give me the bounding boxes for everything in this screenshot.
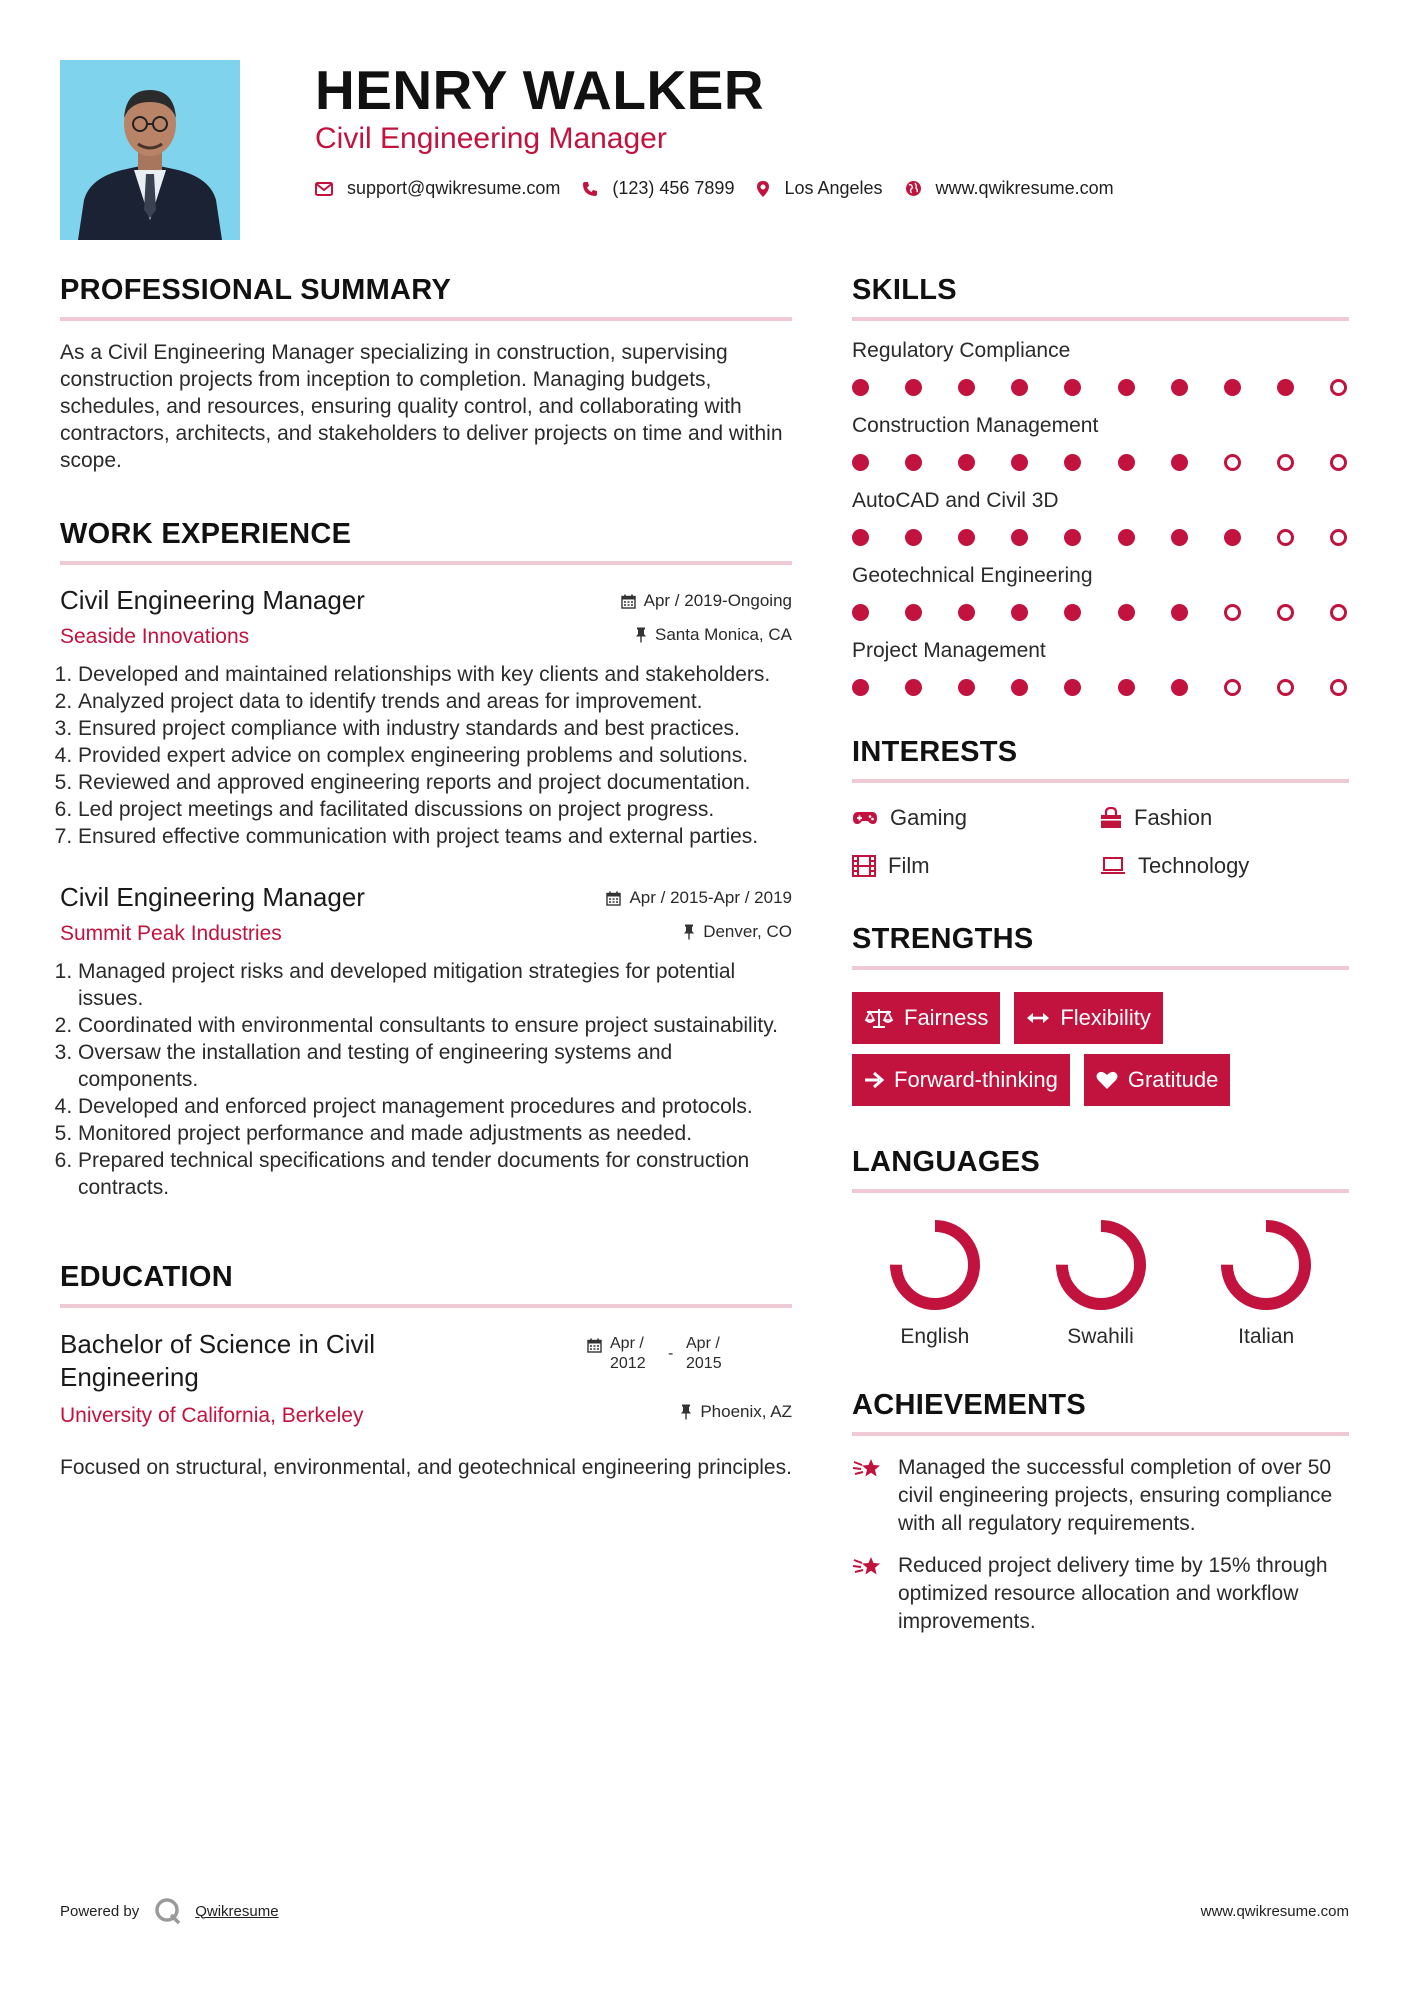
job-bullet: 3. Oversaw the installation and testing of engineering systems and components. (78, 1039, 792, 1093)
rating-dot-filled (852, 679, 869, 696)
portrait-image (60, 60, 240, 240)
pushpin-icon (635, 627, 647, 643)
date-separator: - (668, 1345, 674, 1362)
contact-bar (315, 178, 1136, 199)
location-text: Los Angeles (784, 178, 883, 198)
rating-dot-filled (1064, 604, 1081, 621)
rating-dot-filled (1118, 454, 1135, 471)
brand-link[interactable]: Qwikresume (195, 1902, 279, 1920)
summary-text: As a Civil Engineering Manager specializing in construction, supervising construction projects from inception to completion. Managing budgets, schedules, and resources, ensuring quality control, and collaborating with contractors, architects, and stakeholders to deliver projects on time and within scope. (60, 341, 783, 472)
rating-dot-filled (1171, 529, 1188, 546)
rating-dot-filled (1011, 604, 1028, 621)
phone-text: (123) 456 7899 (612, 178, 735, 198)
job-entry (60, 585, 792, 850)
rating-dot-filled (1011, 529, 1028, 546)
rating-dot-filled (905, 379, 922, 396)
strength-tag (852, 992, 1000, 1044)
rating-dot-filled (1171, 679, 1188, 696)
strength-label: Flexibility (1060, 1005, 1151, 1030)
pushpin-icon (683, 924, 695, 940)
job-location-text: Denver, CO (703, 922, 792, 941)
rating-dot-filled (1118, 679, 1135, 696)
job-location-text: Santa Monica, CA (654, 625, 792, 644)
interests-section (852, 736, 1349, 879)
education-end: Apr / 2015 (686, 1335, 722, 1372)
language-name: English (900, 1325, 970, 1348)
language-name: Swahili (1067, 1325, 1134, 1348)
rating-dot-empty (1330, 679, 1347, 696)
strengths-heading: STRENGTHS (852, 923, 1349, 970)
phone-icon (582, 181, 598, 197)
achievement-text: Managed the successful completion of over 50 civil engineering projects, ensuring compliance with all regulatory requirements. (898, 1456, 1333, 1535)
education-location-text: Phoenix, AZ (700, 1402, 792, 1421)
interest-item (1100, 853, 1348, 879)
qwikresume-logo-icon (153, 1896, 183, 1926)
job-company: Seaside Innovations (60, 625, 250, 648)
shopping-bag-icon (1100, 807, 1122, 829)
interest-item (852, 853, 1100, 879)
job-company: Summit Peak Industries (60, 922, 282, 945)
skill-rating (852, 604, 1349, 621)
interest-item (852, 805, 1100, 831)
rating-dot-empty (1330, 454, 1347, 471)
job-entry (60, 882, 792, 1201)
language-level-ring (1053, 1217, 1149, 1313)
rating-dot-filled (1064, 679, 1081, 696)
profile-photo (60, 60, 240, 240)
rating-dot-filled (1171, 454, 1188, 471)
rating-dot-filled (1064, 379, 1081, 396)
website-text: www.qwikresume.com (935, 178, 1114, 198)
envelope-icon (315, 182, 333, 196)
job-bullet: 1. Developed and maintained relationships with key clients and stakeholders. (78, 661, 792, 688)
rating-dot-filled (905, 529, 922, 546)
rating-dot-filled (1171, 379, 1188, 396)
gamepad-icon (852, 809, 878, 827)
achievements-section (852, 1389, 1349, 1636)
job-bullet: 2. Analyzed project data to identify trends and areas for improvement. (78, 688, 792, 715)
rating-dot-empty (1277, 454, 1294, 471)
skill-name: AutoCAD and Civil 3D (852, 489, 1059, 512)
interest-label: Technology (1138, 853, 1250, 878)
left-column (60, 274, 792, 1481)
language-item (1018, 1217, 1184, 1349)
experience-section (60, 518, 792, 1201)
job-bullets (60, 958, 792, 1201)
job-bullet: 4. Developed and enforced project management procedures and protocols. (78, 1093, 792, 1120)
skills-heading: SKILLS (852, 274, 1349, 321)
rating-dot-filled (852, 604, 869, 621)
calendar-icon (621, 594, 636, 609)
contact-phone[interactable] (582, 178, 734, 199)
job-bullets (60, 661, 792, 850)
achievement-text: Reduced project delivery time by 15% through optimized resource allocation and workflow improvements. (898, 1554, 1328, 1633)
interest-label: Fashion (1134, 805, 1213, 830)
rating-dot-empty (1277, 529, 1294, 546)
globe-icon (905, 180, 922, 197)
rating-dot-filled (1118, 379, 1135, 396)
rating-dot-filled (958, 529, 975, 546)
rating-dot-filled (1171, 604, 1188, 621)
skill-item (852, 489, 1349, 546)
job-date-text: Apr / 2015-Apr / 2019 (629, 888, 792, 907)
skill-rating (852, 454, 1349, 471)
rating-dot-empty (1330, 379, 1347, 396)
calendar-icon (587, 1338, 602, 1353)
education-location (680, 1402, 792, 1422)
skill-name: Project Management (852, 639, 1046, 662)
skill-rating (852, 379, 1349, 396)
rating-dot-filled (1011, 679, 1028, 696)
heart-icon (1096, 1070, 1118, 1090)
language-level-arc (1062, 1226, 1140, 1304)
job-bullet: 5. Monitored project performance and made adjustments as needed. (78, 1120, 792, 1147)
rating-dot-filled (1118, 529, 1135, 546)
contact-email[interactable] (315, 178, 560, 199)
education-start: Apr / 2012 (610, 1335, 646, 1372)
arrow-right-icon (864, 1071, 884, 1089)
balance-scale-icon (864, 1007, 894, 1029)
rating-dot-empty (1224, 604, 1241, 621)
rating-dot-filled (1064, 454, 1081, 471)
rating-dot-filled (852, 454, 869, 471)
job-bullet: 5. Reviewed and approved engineering reports and project documentation. (78, 769, 792, 796)
skills-list (852, 339, 1349, 696)
skills-section (852, 274, 1349, 696)
rating-dot-filled (1224, 379, 1241, 396)
rating-dot-filled (1118, 604, 1135, 621)
education-degree: Bachelor of Science in Civil Engineering (60, 1329, 376, 1392)
rating-dot-filled (905, 604, 922, 621)
job-location (683, 922, 792, 942)
email-text: support@qwikresume.com (347, 178, 561, 198)
pushpin-icon (680, 1404, 692, 1420)
candidate-name: HENRY WALKER (315, 59, 765, 121)
rating-dot-filled (905, 679, 922, 696)
strength-tag (1084, 1054, 1231, 1106)
skill-item (852, 639, 1349, 696)
job-bullet: 7. Ensured effective communication with project teams and external parties. (78, 823, 792, 850)
languages-list (852, 1217, 1349, 1349)
language-level-ring (1218, 1217, 1314, 1313)
education-section (60, 1261, 792, 1481)
rating-dot-filled (1224, 529, 1241, 546)
job-bullet: 3. Ensured project compliance with industry standards and best practices. (78, 715, 792, 742)
rating-dot-filled (958, 679, 975, 696)
experience-heading: WORK EXPERIENCE (60, 518, 792, 565)
summary-heading: PROFESSIONAL SUMMARY (60, 274, 792, 321)
skill-rating (852, 529, 1349, 546)
strength-tag (1014, 992, 1162, 1044)
language-level-arc (896, 1226, 974, 1304)
strength-label: Forward-thinking (894, 1067, 1058, 1092)
language-item (852, 1217, 1018, 1349)
skill-rating (852, 679, 1349, 696)
language-level-ring (887, 1217, 983, 1313)
achievement-item (852, 1552, 1349, 1636)
rating-dot-filled (1011, 379, 1028, 396)
languages-heading: LANGUAGES (852, 1146, 1349, 1193)
interest-label: Gaming (890, 805, 968, 830)
job-date-text: Apr / 2019-Ongoing (643, 591, 792, 610)
rating-dot-filled (1064, 529, 1081, 546)
rating-dot-filled (958, 454, 975, 471)
rating-dot-filled (958, 604, 975, 621)
interests-list (852, 805, 1349, 879)
education-heading: EDUCATION (60, 1261, 792, 1308)
job-title: Civil Engineering Manager (60, 882, 365, 912)
achievement-item (852, 1454, 1349, 1538)
strength-tag (852, 1054, 1070, 1106)
rating-dot-empty (1330, 529, 1347, 546)
rating-dot-filled (1277, 379, 1294, 396)
languages-section (852, 1146, 1349, 1349)
education-description: Focused on structural, environmental, and geotechnical engineering principles. (60, 1456, 792, 1479)
skill-name: Regulatory Compliance (852, 339, 1071, 362)
strengths-list (852, 982, 1349, 1106)
job-location (635, 625, 792, 645)
language-item (1183, 1217, 1349, 1349)
language-name: Italian (1238, 1325, 1295, 1348)
job-date (621, 591, 792, 611)
job-bullet: 6. Prepared technical specifications and tender documents for construction contracts. (78, 1147, 792, 1201)
skill-item (852, 564, 1349, 621)
interest-item (1100, 805, 1348, 831)
rating-dot-empty (1224, 454, 1241, 471)
rating-dot-filled (905, 454, 922, 471)
skill-item (852, 339, 1349, 396)
shooting-star-icon (852, 1554, 884, 1580)
footer-website[interactable]: www.qwikresume.com (1200, 1902, 1349, 1920)
interest-label: Film (888, 853, 930, 878)
right-column (852, 274, 1349, 1636)
skill-name: Geotechnical Engineering (852, 564, 1093, 587)
achievements-heading: ACHIEVEMENTS (852, 1389, 1349, 1436)
job-title: Civil Engineering Manager (60, 585, 365, 615)
map-pin-icon (756, 180, 770, 198)
arrows-horizontal-icon (1026, 1011, 1050, 1025)
job-bullet: 1. Managed project risks and developed mitigation strategies for potential issues. (78, 958, 792, 1012)
education-dates (587, 1334, 756, 1374)
job-bullet: 4. Provided expert advice on complex engineering problems and solutions. (78, 742, 792, 769)
shooting-star-icon (852, 1456, 884, 1482)
contact-website[interactable] (905, 178, 1114, 199)
skill-name: Construction Management (852, 414, 1099, 437)
summary-section (60, 274, 792, 474)
rating-dot-filled (1011, 454, 1028, 471)
footer (60, 1896, 1349, 1926)
strength-label: Fairness (904, 1005, 989, 1030)
rating-dot-filled (852, 529, 869, 546)
interests-heading: INTERESTS (852, 736, 1349, 783)
rating-dot-empty (1224, 679, 1241, 696)
rating-dot-empty (1277, 604, 1294, 621)
skill-item (852, 414, 1349, 471)
language-level-arc (1227, 1226, 1305, 1304)
rating-dot-empty (1277, 679, 1294, 696)
job-bullet: 6. Led project meetings and facilitated discussions on project progress. (78, 796, 792, 823)
education-school: University of California, Berkeley (60, 1404, 364, 1427)
film-icon (852, 855, 876, 877)
strengths-section (852, 923, 1349, 1106)
powered-by (60, 1896, 279, 1926)
rating-dot-filled (852, 379, 869, 396)
candidate-role: Civil Engineering Manager (315, 122, 667, 155)
powered-by-label: Powered by (60, 1902, 140, 1920)
strength-label: Gratitude (1127, 1067, 1219, 1092)
contact-location (756, 178, 882, 199)
calendar-icon (606, 891, 621, 906)
rating-dot-empty (1330, 604, 1347, 621)
job-date (606, 888, 792, 908)
laptop-icon (1100, 856, 1126, 876)
job-bullet: 2. Coordinated with environmental consultants to ensure project sustainability. (78, 1012, 792, 1039)
rating-dot-filled (958, 379, 975, 396)
